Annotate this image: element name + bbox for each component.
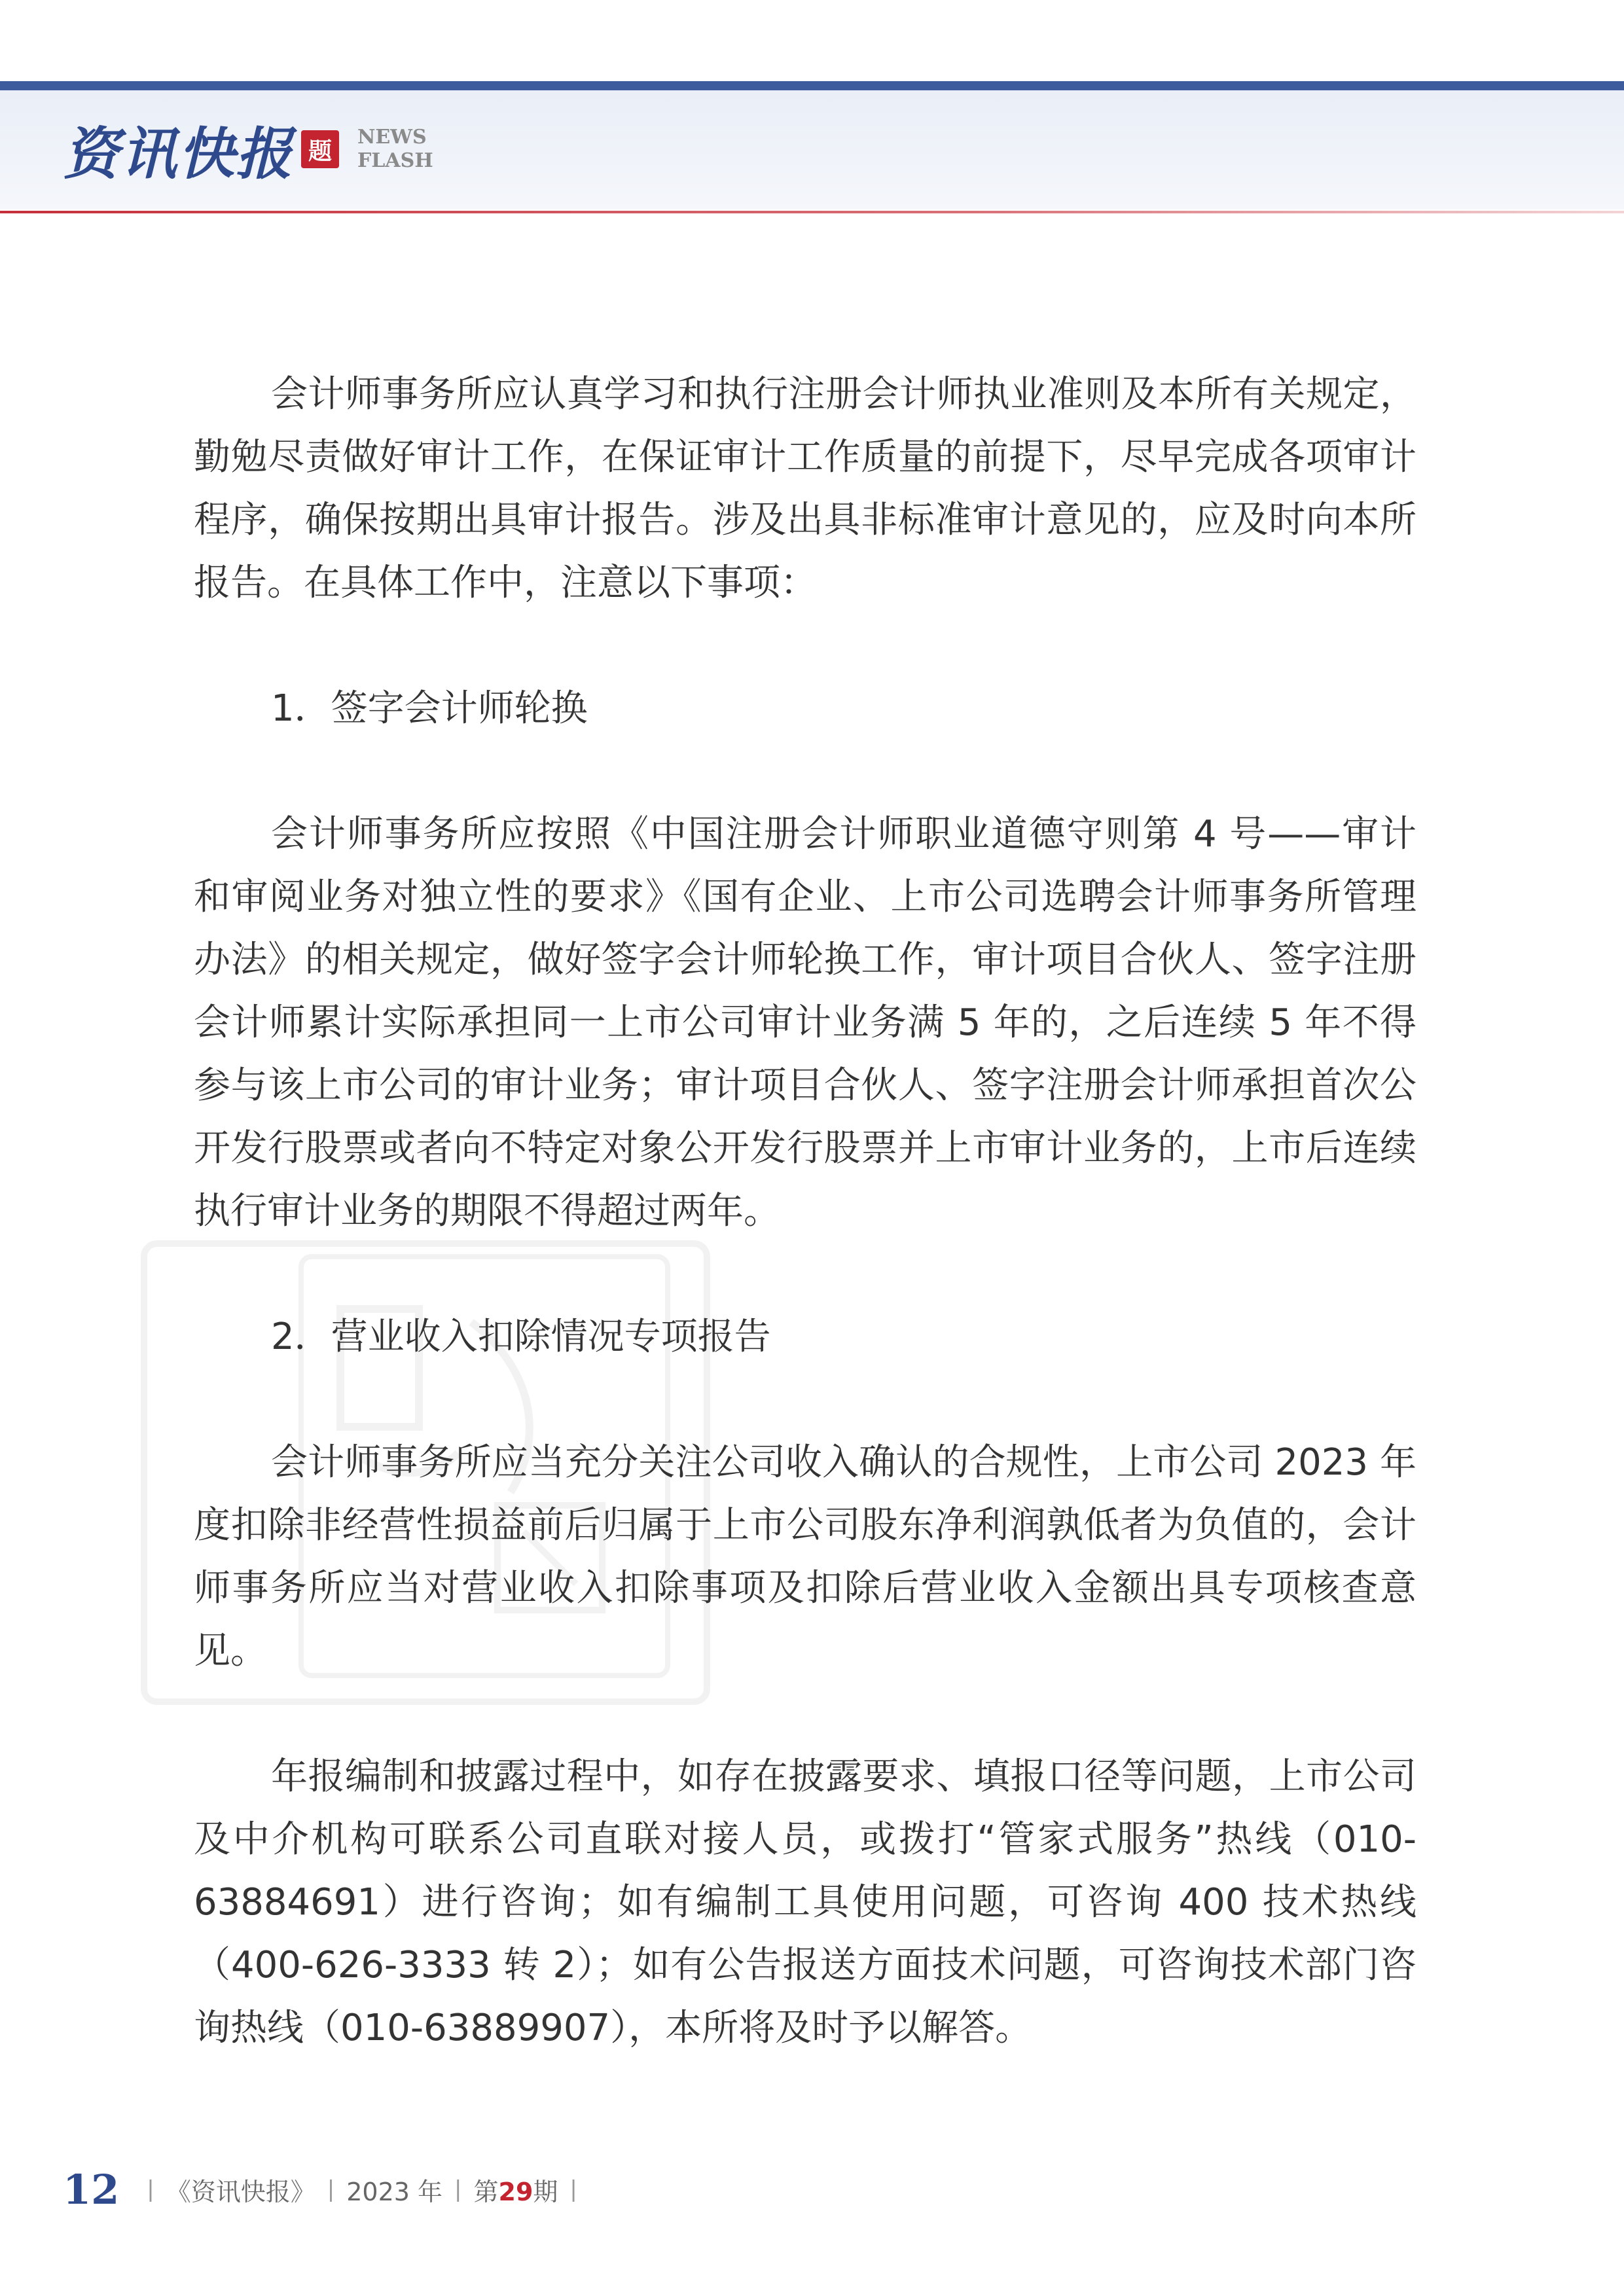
page-footer (63, 2153, 589, 2225)
header-top-rule (0, 81, 1624, 90)
masthead-english-line1: NEWS (357, 126, 427, 149)
footer-issue-number: 29 (498, 2177, 533, 2206)
paragraph-rotation: 会计师事务所应按照《中国注册会计师职业道德守则第 4 号——审计和审阅业务对独立性的要求》《国有企业、上市公司选聘会计师事务所管理办法》的相关规定，做好签字会计师轮换工作，审计项目合伙人、签字注册会计师累计实际承担同一上市公司审计业务满 5 年的，之后连续 5 年不得参与该上市公司的审计业务；审计项目合伙人、签字注册会计师承担首次公开发行股票或者向不特定对象公开发行股票并上市审计业务的，上市后连续执行审计业务的期限不得超过两年。 (194, 813, 1416, 1232)
section-heading-2: 2．营业收入扣除情况专项报告 (271, 1316, 771, 1358)
footer-issue-suffix: 期 (533, 2177, 558, 2206)
masthead (63, 110, 433, 188)
footer-separator: | (327, 2176, 335, 2202)
header-divider (0, 211, 1624, 213)
footer-separator: | (147, 2176, 154, 2202)
footer-separator: | (454, 2176, 462, 2202)
footer-separator: | (569, 2176, 577, 2202)
masthead-title: 资讯快报 (63, 121, 293, 187)
masthead-seal-icon: 题 (301, 130, 339, 168)
masthead-english-line2: FLASH (357, 149, 433, 172)
paragraph-intro: 会计师事务所应认真学习和执行注册会计师执业准则及本所有关规定，勤勉尽责做好审计工作，在保证审计工作质量的前提下，尽早完成各项审计程序，确保按期出具审计报告。涉及出具非标准审计意见的，应及时向本所报告。在具体工作中，注意以下事项： (194, 373, 1416, 604)
article-body (194, 363, 1416, 2060)
paragraph-revenue-deduction: 会计师事务所应当充分关注公司收入确认的合规性，上市公司 2023 年度扣除非经营性损益前后归属于上市公司股东净利润孰低者为负值的，会计师事务所应当对营业收入扣除事项及扣除后营业收入金额出具专项核查意见。 (194, 1441, 1416, 1672)
paragraph-hotline: 年报编制和披露过程中，如存在披露要求、填报口径等问题，上市公司及中介机构可联系公司直联对接人员，或拨打“管家式服务”热线（010-63884691）进行咨询；如有编制工具使用问题，可咨询 400 技术热线（400-626-3333 转 2）；如有公告报送方面技术问题，可咨询技术部门咨询热线（010-63889907），本所将及时予以解答。 (194, 1755, 1416, 2049)
masthead-english (357, 126, 433, 173)
footer-year: 2023 年 (346, 2177, 443, 2206)
footer-publication: 《资讯快报》 (166, 2177, 316, 2206)
page-number: 12 (63, 2165, 120, 2214)
footer-issue (474, 2172, 558, 2208)
footer-issue-prefix: 第 (473, 2177, 499, 2206)
section-heading-1: 1．签字会计师轮换 (271, 687, 588, 730)
